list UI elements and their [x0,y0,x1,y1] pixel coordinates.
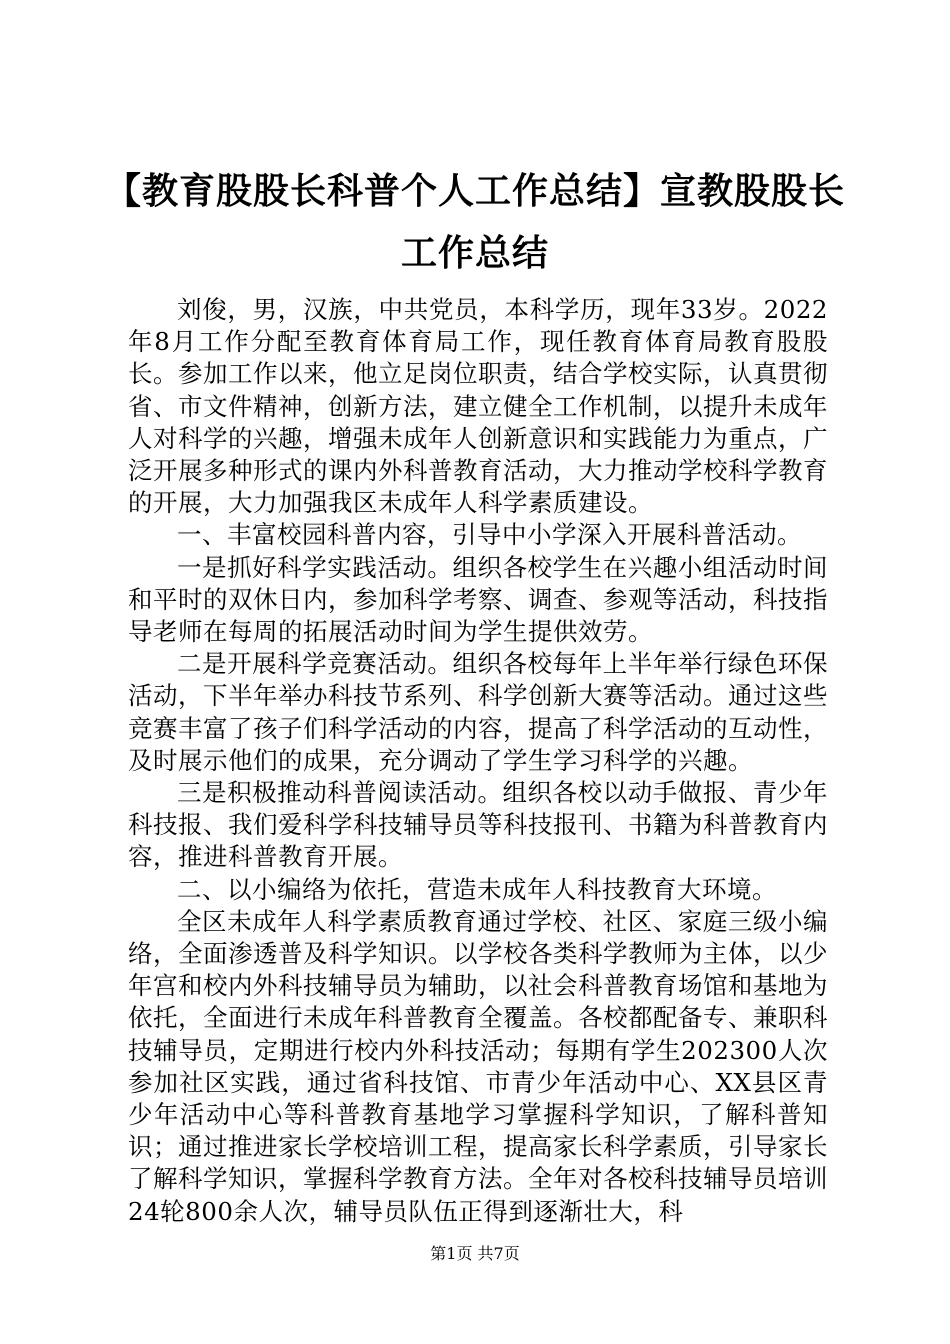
paragraph-competition-activities: 二是开展科学竞赛活动。组织各校每年上半年举行绿色环保活动，下半年举办科技节系列、科学创新大赛等活动。通过这些竞赛丰富了孩子们科学活动的内容，提高了科学活动的互动性，及时展示他们的成果，充分调动了学生学习科学的兴趣。 [128,649,828,775]
paragraph-reading-activities: 三是积极推动科普阅读活动。组织各校以动手做报、青少年科技报、我们爱科学科技辅导员等科技报刊、书籍为科普教育内容，推进科普教育开展。 [128,778,828,872]
page-number-footer: 第1页 共7页 [430,1244,520,1263]
document-body [128,294,828,1228]
document-title: 【教育股股长科普个人工作总结】宣教股股长工作总结 [104,170,845,274]
paragraph-practice-activities: 一是抓好科学实践活动。组织各校学生在兴趣小组活动时间和平时的双休日内，参加科学考察、调查、参观等活动，科技指导老师在每周的拓展活动时间为学生提供效劳。 [128,552,828,647]
paragraph-intro: 刘俊，男，汉族，中共党员，本科学历，现年33岁。2022年8月工作分配至教育体育局工作，现任教育体育局教育股股长。参加工作以来，他立足岗位职责，结合学校实际，认真贯彻省、市文件精神，创新方法，建立健全工作机制，以提升未成年人对科学的兴趣，增强未成年人创新意识和实践能力为重点，广泛开展多种形式的课内外科普教育活动，大力推动学校科学教育的开展，大力加强我区未成年人科学素质建设。 [128,295,828,518]
paragraph-network-education: 全区未成年人科学素质教育通过学校、社区、家庭三级小编络，全面渗透普及科学知识。以学校各类科学教师为主体，以少年宫和校内外科技辅导员为辅助，以社会科普教育场馆和基地为依托，全面进行未成年科普教育全覆盖。各校都配备专、兼职科技辅导员，定期进行校内外科技活动；每期有学生202300人次参加社区实践，通过省科技馆、市青少年活动中心、XX县区青少年活动中心等科普教育基地学习掌握科学知识，了解科普知识；通过推进家长学校培训工程，提高家长科学素质，引导家长了解科学知识，掌握科学教育方法。全年对各校科技辅导员培训24轮800余人次，辅导员队伍正得到逐渐壮大，科 [128,906,828,1226]
paragraph-section-2-heading: 二、以小编络为依托，营造未成年人科技教育大环境。 [177,874,777,904]
paragraph-section-1-heading: 一、丰富校园科普内容，引导中小学深入开展科普活动。 [177,520,802,550]
